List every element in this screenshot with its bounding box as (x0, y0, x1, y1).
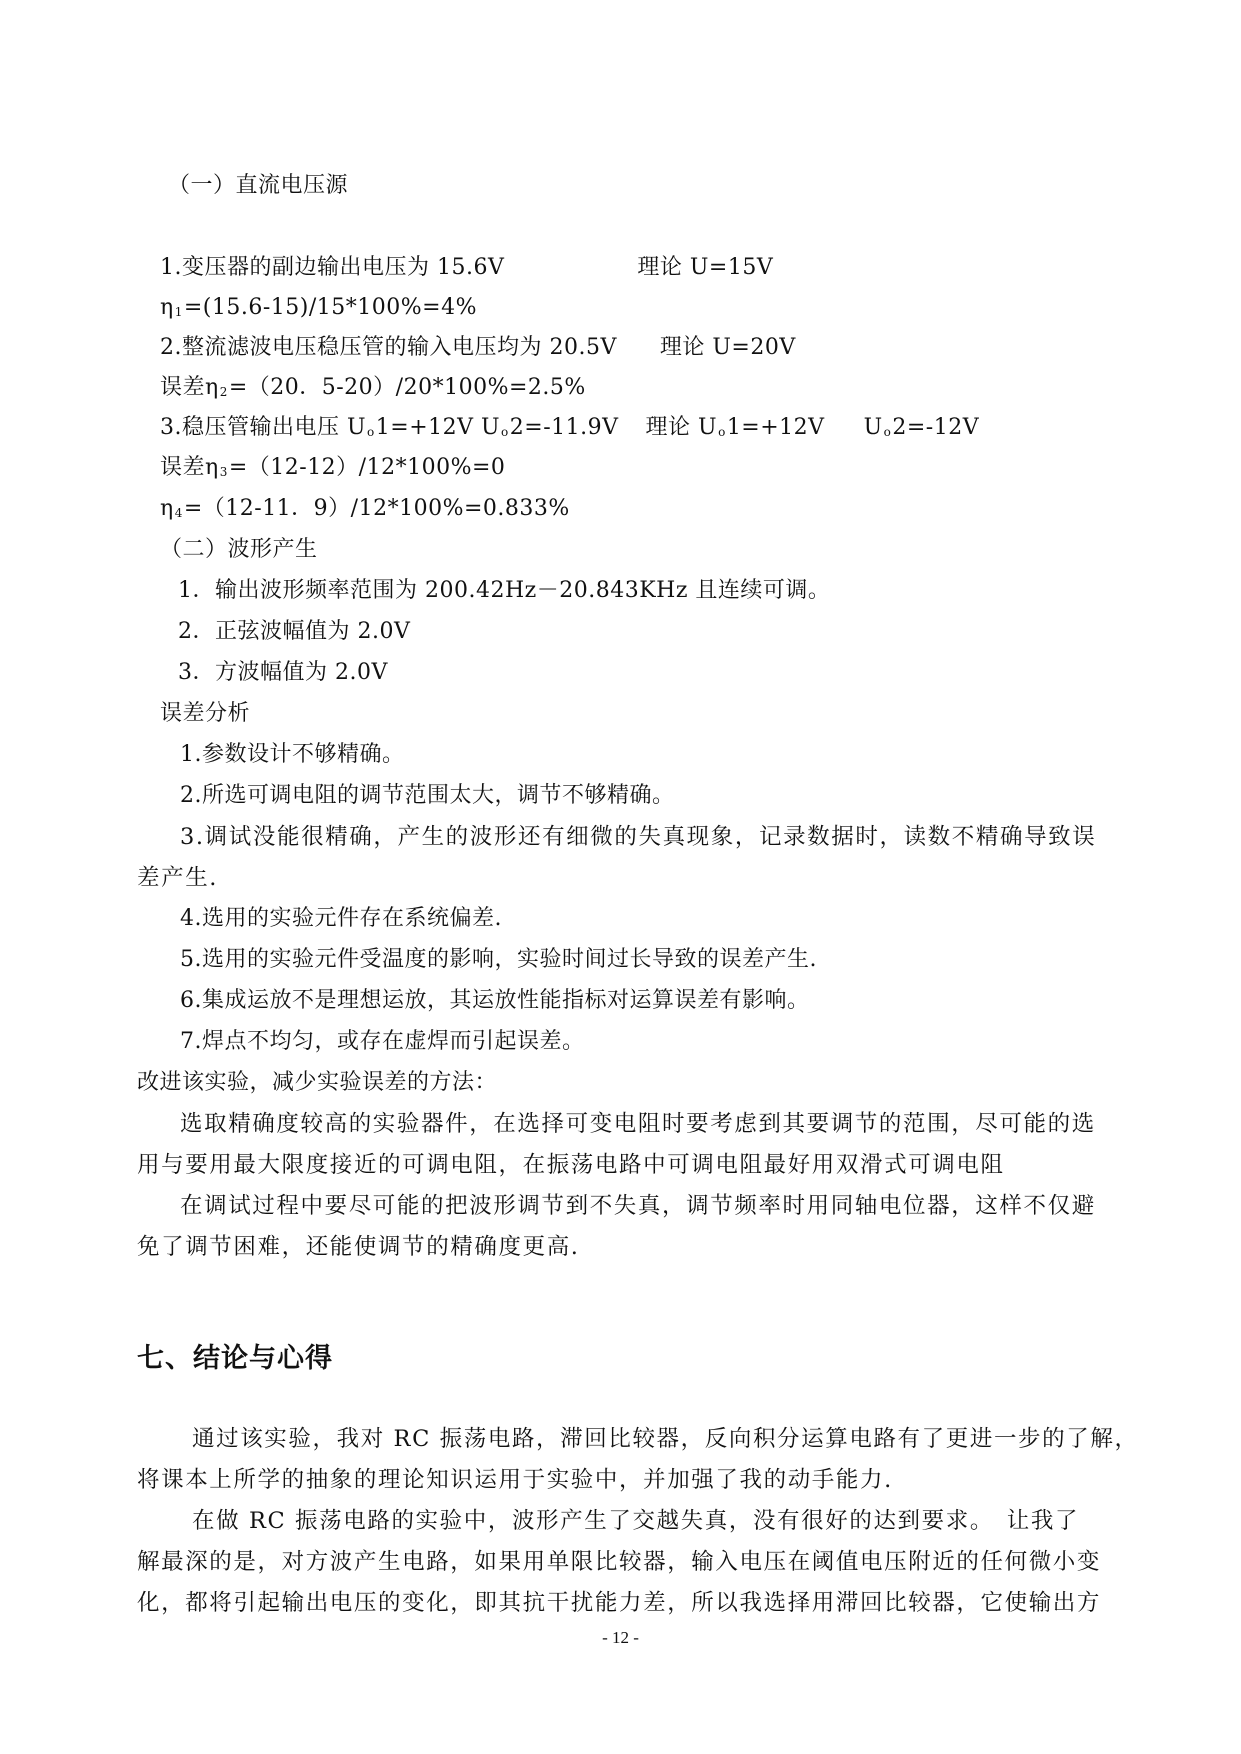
improve-paragraph-line: 用与要用最大限度接近的可调电阻，在振荡电路中可调电阻最好用双滑式可调电阻 (137, 1152, 1005, 1178)
section7-paragraph-line: 在做 RC 振荡电路的实验中，波形产生了交越失真，没有很好的达到要求。 让我了 (192, 1508, 1080, 1534)
eta4-expr: =（12-11．9）/12*100%=0.833% (183, 496, 570, 521)
error-item: 3.调试没能很精确，产生的波形还有细微的失真现象，记录数据时，读数不精确导致误 (180, 824, 1097, 850)
error-item: 6.集成运放不是理想运放，其运放性能指标对运算误差有影响。 (180, 988, 810, 1013)
item2-theory: 理论 U=20V (659, 335, 796, 360)
item3-t2: 2=-11.9V (509, 415, 619, 440)
err3-sub: 3 (219, 465, 228, 479)
err3-expr: =（12-12）/12*100%=0 (228, 455, 506, 480)
eta1-line (160, 294, 477, 326)
error-item-continued: 差产生. (137, 865, 219, 891)
item3-t4: U (863, 415, 883, 440)
item3-t5: 2=-12V (892, 415, 980, 440)
err2-sub: 2 (219, 385, 228, 399)
section2-heading: （二）波形产生 (160, 537, 318, 562)
errors-heading: 误差分析 (160, 701, 251, 726)
improve-heading: 改进该实验，减少实验误差的方法： (137, 1070, 498, 1095)
eta4-symbol: η (160, 496, 174, 521)
item3-sub2: o (501, 425, 509, 439)
eta4-sub: 4 (174, 506, 183, 520)
section7-heading: 七、结论与心得 (137, 1343, 333, 1374)
eta4-line (160, 495, 570, 527)
item1-theory: 理论 U=15V (637, 255, 774, 280)
eta1-sub: 1 (174, 305, 183, 319)
section2-item: 2．正弦波幅值为 2.0V (178, 619, 411, 644)
item3-sub1: o (367, 425, 375, 439)
item3-sub3: o (718, 425, 726, 439)
item2-line (160, 334, 796, 362)
section7-paragraph-line: 化，都将引起输出电压的变化，即其抗干扰能力差，所以我选择用滞回比较器，它使输出方 (137, 1590, 1102, 1616)
error-item: 7.焊点不均匀，或存在虚焊而引起误差。 (180, 1029, 585, 1054)
error-item: 5.选用的实验元件受温度的影响，实验时间过长导致的误差产生. (180, 947, 817, 972)
item3-sub4: o (883, 425, 892, 439)
item2-text: 2.整流滤波电压稳压管的输入电压均为 20.5V (160, 335, 617, 360)
eta1-symbol: η (160, 295, 174, 320)
err2-expr: =（20．5-20）/20*100%=2.5% (228, 375, 586, 400)
improve-paragraph-line: 选取精确度较高的实验器件，在选择可变电阻时要考虑到其要调节的范围，尽可能的选 (180, 1111, 1096, 1137)
item1-line (160, 254, 773, 282)
eta1-expr: =(15.6-15)/15*100%=4% (183, 295, 477, 320)
section2-item: 1．输出波形频率范围为 200.42Hz－20.843KHz 且连续可调。 (178, 578, 831, 603)
item3-t3: 1=+12V (726, 415, 825, 440)
err2-line (160, 374, 586, 406)
err3-line (160, 454, 505, 486)
section7-paragraph-line: 通过该实验，我对 RC 振荡电路，滞回比较器，反向积分运算电路有了更进一步的了解， (192, 1426, 1139, 1452)
improve-paragraph-line: 在调试过程中要尽可能的把波形调节到不失真，调节频率时用同轴电位器，这样不仅避 (180, 1193, 1096, 1219)
error-item: 4.选用的实验元件存在系统偏差. (180, 906, 502, 931)
item3-text: 3.稳压管输出电压 U (160, 415, 367, 440)
page-number: - 12 - (602, 1628, 639, 1647)
section1-heading: （一）直流电压源 (168, 173, 349, 198)
section2-item: 3．方波幅值为 2.0V (178, 660, 388, 685)
item1-text: 1.变压器的副边输出电压为 15.6V (160, 255, 505, 280)
section7-paragraph-line: 解最深的是，对方波产生电路，如果用单限比较器，输入电压在阈值电压附近的任何微小变 (137, 1549, 1102, 1575)
err2-prefix: 误差η (160, 375, 219, 400)
err3-prefix: 误差η (160, 455, 219, 480)
item3-theory: 理论 U (645, 415, 718, 440)
item3-line (160, 414, 979, 446)
item3-t1: 1=+12V U (375, 415, 501, 440)
improve-paragraph-line: 免了调节困难，还能使调节的精确度更高. (137, 1234, 580, 1260)
section7-paragraph-line: 将课本上所学的抽象的理论知识运用于实验中，并加强了我的动手能力. (137, 1467, 893, 1493)
error-item: 1.参数设计不够精确。 (180, 742, 405, 767)
error-item: 2.所选可调电阻的调节范围太大，调节不够精确。 (180, 783, 675, 808)
